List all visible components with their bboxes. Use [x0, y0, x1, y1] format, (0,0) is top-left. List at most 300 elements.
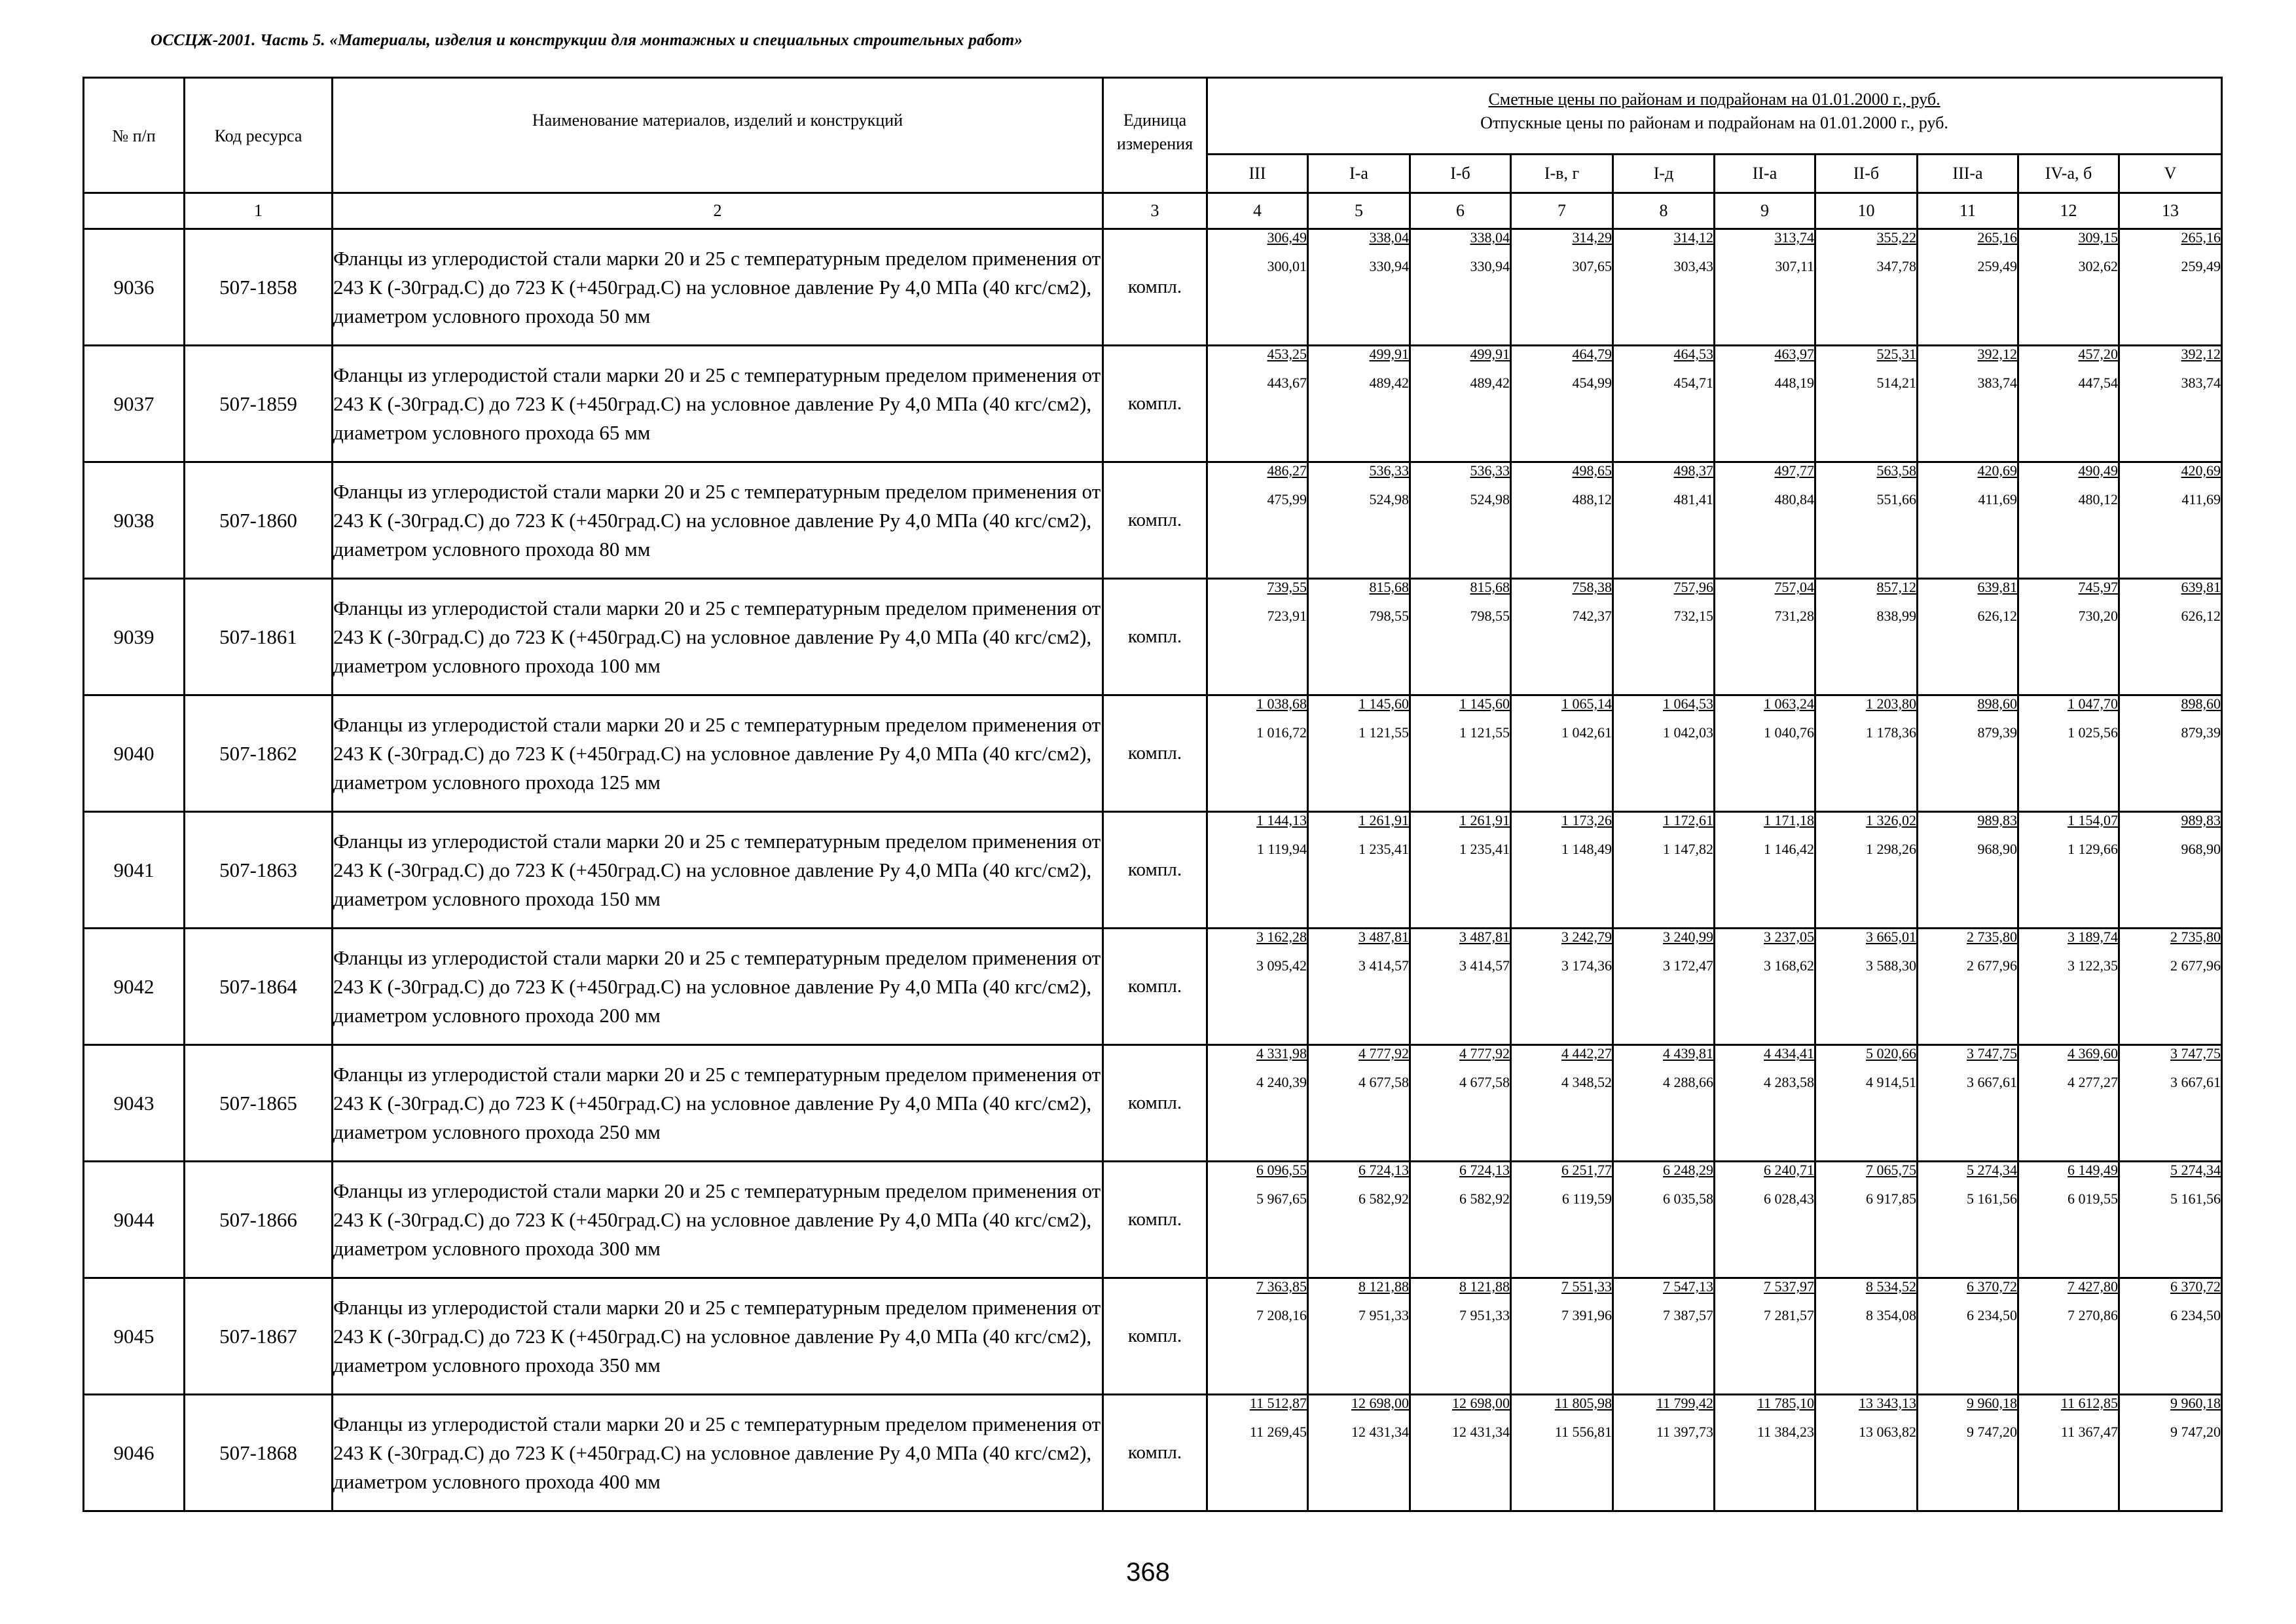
estimate-price: 757,96 [1673, 579, 1713, 595]
release-price: 7 387,57 [1663, 1307, 1713, 1323]
release-price: 6 582,92 [1358, 1190, 1409, 1207]
material-name: Фланцы из углеродистой стали марки 20 и 25 с температурным пределом применения от 243 К (-30град.С) до 723 К (+450град.С) на условное давление Ру 4,0 МПа (40 кгс/см2), диаметром условного прохода 100 мм [333, 579, 1103, 695]
estimate-price: 4 369,60 [2068, 1045, 2118, 1061]
estimate-price: 815,68 [1369, 579, 1409, 595]
estimate-price: 464,53 [1673, 346, 1713, 362]
release-price: 443,67 [1267, 375, 1307, 391]
release-price: 3 588,30 [1866, 957, 1916, 974]
table-row [84, 929, 2222, 1045]
region-header: III [1207, 155, 1308, 193]
release-price: 1 178,36 [1866, 724, 1916, 741]
estimate-price: 306,49 [1267, 229, 1307, 246]
price-cell [1815, 695, 1918, 812]
unit-of-measure: компл. [1103, 695, 1207, 812]
price-cell [1918, 812, 2018, 929]
release-price: 1 121,55 [1358, 724, 1409, 741]
price-cell [1207, 229, 1308, 346]
release-price: 524,98 [1470, 491, 1510, 507]
estimate-price: 486,27 [1267, 462, 1307, 479]
release-price: 11 397,73 [1656, 1424, 1713, 1440]
price-cell [1511, 929, 1613, 1045]
price-cell [1613, 812, 1715, 929]
estimate-price: 6 724,13 [1459, 1162, 1510, 1178]
release-price: 11 384,23 [1757, 1424, 1814, 1440]
table-row [84, 462, 2222, 579]
estimate-price: 739,55 [1267, 579, 1307, 595]
header-row [84, 78, 2222, 155]
release-price: 730,20 [2078, 608, 2118, 624]
release-price: 259,49 [2181, 258, 2221, 274]
estimate-price: 420,69 [1977, 462, 2017, 479]
estimate-price: 757,04 [1774, 579, 1814, 595]
release-price: 489,42 [1470, 375, 1510, 391]
release-price: 3 414,57 [1358, 957, 1409, 974]
column-number: 2 [333, 193, 1103, 229]
estimate-price: 6 251,77 [1561, 1162, 1612, 1178]
release-price: 330,94 [1470, 258, 1510, 274]
release-price: 11 367,47 [2060, 1424, 2118, 1440]
material-name: Фланцы из углеродистой стали марки 20 и 25 с температурным пределом применения от 243 К (-30град.С) до 723 К (+450град.С) на условное давление Ру 4,0 МПа (40 кгс/см2), диаметром условного прохода 400 мм [333, 1395, 1103, 1511]
estimate-price: 7 427,80 [2068, 1278, 2118, 1295]
estimate-price: 12 698,00 [1351, 1395, 1409, 1411]
row-number: 9046 [84, 1395, 185, 1511]
resource-code: 507-1868 [185, 1395, 333, 1511]
material-name: Фланцы из углеродистой стали марки 20 и 25 с температурным пределом применения от 243 К (-30град.С) до 723 К (+450град.С) на условное давление Ру 4,0 МПа (40 кгс/см2), диаметром условного прохода 350 мм [333, 1278, 1103, 1395]
estimate-price: 898,60 [2181, 695, 2221, 712]
table-row [84, 229, 2222, 346]
estimate-price: 6 248,29 [1663, 1162, 1713, 1178]
price-cell [1815, 462, 1918, 579]
price-cell [1918, 1395, 2018, 1511]
release-price: 7 208,16 [1256, 1307, 1307, 1323]
release-price: 1 146,42 [1764, 841, 1814, 857]
release-price: 6 028,43 [1764, 1190, 1814, 1207]
table-row [84, 1162, 2222, 1278]
column-number: 6 [1410, 193, 1511, 229]
price-cell [2119, 929, 2222, 1045]
price-cell [2018, 1278, 2119, 1395]
estimate-price: 3 487,81 [1358, 929, 1409, 945]
resource-code: 507-1860 [185, 462, 333, 579]
release-price: 12 431,34 [1452, 1424, 1510, 1440]
estimate-price: 7 363,85 [1256, 1278, 1307, 1295]
price-cell [1918, 229, 2018, 346]
estimate-price: 6 370,72 [2170, 1278, 2221, 1295]
unit-of-measure: компл. [1103, 579, 1207, 695]
price-cell [1207, 1045, 1308, 1162]
estimate-price: 1 065,14 [1561, 695, 1612, 712]
price-cell [1715, 929, 1815, 1045]
estimate-price: 4 331,98 [1256, 1045, 1307, 1061]
price-cell [2018, 1162, 2119, 1278]
release-price: 4 283,58 [1764, 1074, 1814, 1090]
release-price: 1 121,55 [1459, 724, 1510, 741]
row-number: 9039 [84, 579, 185, 695]
header-prices-release: Отпускные цены по районам и подрайонам на 01.01.2000 г., руб. [1480, 113, 1948, 132]
price-cell [1613, 1395, 1715, 1511]
table-row [84, 1395, 2222, 1511]
region-header: I-д [1613, 155, 1715, 193]
material-name: Фланцы из углеродистой стали марки 20 и 25 с температурным пределом применения от 243 К (-30град.С) до 723 К (+450град.С) на условное давление Ру 4,0 МПа (40 кгс/см2), диаметром условного прохода 200 мм [333, 929, 1103, 1045]
release-price: 514,21 [1876, 375, 1916, 391]
release-price: 447,54 [2078, 375, 2118, 391]
price-cell [1410, 929, 1511, 1045]
price-cell [2119, 1045, 2222, 1162]
release-price: 9 747,20 [2170, 1424, 2221, 1440]
estimate-price: 3 665,01 [1866, 929, 1916, 945]
release-price: 7 281,57 [1764, 1307, 1814, 1323]
release-price: 1 040,76 [1764, 724, 1814, 741]
price-cell [1613, 346, 1715, 462]
column-number: 12 [2018, 193, 2119, 229]
price-cell [1613, 229, 1715, 346]
release-price: 626,12 [2181, 608, 2221, 624]
price-cell [2018, 1045, 2119, 1162]
price-cell [1207, 695, 1308, 812]
release-price: 411,69 [1978, 491, 2017, 507]
row-number: 9040 [84, 695, 185, 812]
price-cell [2018, 929, 2119, 1045]
resource-code: 507-1858 [185, 229, 333, 346]
price-cell [1815, 812, 1918, 929]
column-number: 3 [1103, 193, 1207, 229]
resource-code: 507-1862 [185, 695, 333, 812]
estimate-price: 8 534,52 [1866, 1278, 1916, 1295]
estimate-price: 1 038,68 [1256, 695, 1307, 712]
estimate-price: 1 145,60 [1459, 695, 1510, 712]
resource-code: 507-1859 [185, 346, 333, 462]
unit-of-measure: компл. [1103, 1045, 1207, 1162]
estimate-price: 3 747,75 [1967, 1045, 2017, 1061]
price-cell [1207, 1162, 1308, 1278]
estimate-price: 265,16 [1977, 229, 2017, 246]
release-price: 798,55 [1369, 608, 1409, 624]
price-cell [2119, 229, 2222, 346]
price-cell [1715, 579, 1815, 695]
column-number: 1 [185, 193, 333, 229]
price-cell [1410, 346, 1511, 462]
release-price: 3 667,61 [2170, 1074, 2221, 1090]
release-price: 968,90 [2181, 841, 2221, 857]
row-number: 9045 [84, 1278, 185, 1395]
estimate-price: 498,37 [1673, 462, 1713, 479]
release-price: 742,37 [1572, 608, 1612, 624]
estimate-price: 563,58 [1876, 462, 1916, 479]
estimate-price: 1 261,91 [1459, 812, 1510, 828]
price-cell [1613, 929, 1715, 1045]
estimate-price: 4 777,92 [1358, 1045, 1409, 1061]
unit-of-measure: компл. [1103, 812, 1207, 929]
estimate-price: 9 960,18 [2170, 1395, 2221, 1411]
price-cell [1308, 579, 1410, 695]
release-price: 383,74 [1977, 375, 2017, 391]
unit-of-measure: компл. [1103, 229, 1207, 346]
price-cell [1918, 1278, 2018, 1395]
release-price: 9 747,20 [1967, 1424, 2017, 1440]
region-header: I-в, г [1511, 155, 1613, 193]
estimate-price: 5 274,34 [1967, 1162, 2017, 1178]
resource-code: 507-1866 [185, 1162, 333, 1278]
release-price: 551,66 [1876, 491, 1916, 507]
price-cell [2119, 579, 2222, 695]
running-head: ОССЦЖ-2001. Часть 5. «Материалы, изделия и конструкции для монтажных и специальных строительных работ» [151, 31, 1023, 49]
estimate-price: 11 785,10 [1757, 1395, 1814, 1411]
estimate-price: 758,38 [1572, 579, 1612, 595]
release-price: 13 063,82 [1859, 1424, 1916, 1440]
price-cell [2018, 462, 2119, 579]
estimate-price: 13 343,13 [1859, 1395, 1916, 1411]
release-price: 6 917,85 [1866, 1190, 1916, 1207]
estimate-price: 1 172,61 [1663, 812, 1713, 828]
row-number: 9041 [84, 812, 185, 929]
resource-code: 507-1864 [185, 929, 333, 1045]
release-price: 7 391,96 [1561, 1307, 1612, 1323]
release-price: 3 168,62 [1764, 957, 1814, 974]
release-price: 1 147,82 [1663, 841, 1713, 857]
unit-of-measure: компл. [1103, 1162, 1207, 1278]
estimate-price: 989,83 [2181, 812, 2221, 828]
price-cell [1511, 1045, 1613, 1162]
estimate-price: 499,91 [1369, 346, 1409, 362]
release-price: 5 161,56 [1967, 1190, 2017, 1207]
estimate-price: 4 442,27 [1561, 1045, 1612, 1061]
release-price: 411,69 [2181, 491, 2221, 507]
release-price: 6 234,50 [1967, 1307, 2017, 1323]
price-cell [2018, 695, 2119, 812]
price-cell [2119, 1395, 2222, 1511]
price-cell [2119, 1278, 2222, 1395]
price-cell [1308, 462, 1410, 579]
release-price: 731,28 [1774, 608, 1814, 624]
price-cell [1715, 695, 1815, 812]
release-price: 4 277,27 [2068, 1074, 2118, 1090]
estimate-price: 7 065,75 [1866, 1162, 1916, 1178]
release-price: 1 235,41 [1358, 841, 1409, 857]
price-cell [1207, 579, 1308, 695]
price-cell [1613, 579, 1715, 695]
release-price: 1 042,61 [1561, 724, 1612, 741]
price-cell [1308, 1278, 1410, 1395]
estimate-price: 3 242,79 [1561, 929, 1612, 945]
price-cell [1511, 579, 1613, 695]
price-cell [1918, 346, 2018, 462]
estimate-price: 2 735,80 [2170, 929, 2221, 945]
estimate-price: 989,83 [1977, 812, 2017, 828]
estimate-price: 1 145,60 [1358, 695, 1409, 712]
price-cell [1207, 462, 1308, 579]
release-price: 475,99 [1267, 491, 1307, 507]
estimate-price: 8 121,88 [1459, 1278, 1510, 1295]
estimate-price: 2 735,80 [1967, 929, 2017, 945]
price-cell [2018, 346, 2119, 462]
price-cell [1511, 812, 1613, 929]
release-price: 303,43 [1673, 258, 1713, 274]
estimate-price: 536,33 [1369, 462, 1409, 479]
price-cell [1715, 462, 1815, 579]
estimate-price: 815,68 [1470, 579, 1510, 595]
price-cell [1511, 1162, 1613, 1278]
price-cell [1308, 695, 1410, 812]
release-price: 489,42 [1369, 375, 1409, 391]
price-cell [1715, 1045, 1815, 1162]
price-cell [1410, 695, 1511, 812]
table-row [84, 579, 2222, 695]
release-price: 480,84 [1774, 491, 1814, 507]
estimate-price: 745,97 [2078, 579, 2118, 595]
price-cell [1715, 346, 1815, 462]
estimate-price: 1 326,02 [1866, 812, 1916, 828]
estimate-price: 313,74 [1774, 229, 1814, 246]
header-prices-estimate: Сметные цены по районам и подрайонам на 01.01.2000 г., руб. [1488, 90, 1941, 109]
material-name: Фланцы из углеродистой стали марки 20 и 25 с температурным пределом применения от 243 К (-30град.С) до 723 К (+450град.С) на условное давление Ру 4,0 МПа (40 кгс/см2), диаметром условного прохода 50 мм [333, 229, 1103, 346]
header-name: Наименование материалов, изделий и конструкций [333, 78, 1103, 193]
resource-code: 507-1863 [185, 812, 333, 929]
release-price: 448,19 [1774, 375, 1814, 391]
region-header: II-б [1815, 155, 1918, 193]
estimate-price: 11 612,85 [2060, 1395, 2118, 1411]
release-price: 480,12 [2078, 491, 2118, 507]
price-cell [1308, 346, 1410, 462]
estimate-price: 309,15 [2078, 229, 2118, 246]
unit-of-measure: компл. [1103, 462, 1207, 579]
release-price: 6 035,58 [1663, 1190, 1713, 1207]
release-price: 1 129,66 [2068, 841, 2118, 857]
price-cell [1308, 229, 1410, 346]
release-price: 11 269,45 [1249, 1424, 1307, 1440]
estimate-price: 497,77 [1774, 462, 1814, 479]
release-price: 1 042,03 [1663, 724, 1713, 741]
price-cell [1613, 695, 1715, 812]
estimate-price: 464,79 [1572, 346, 1612, 362]
estimate-price: 1 173,26 [1561, 812, 1612, 828]
release-price: 3 095,42 [1256, 957, 1307, 974]
estimate-price: 11 805,98 [1554, 1395, 1612, 1411]
header-code: Код ресурса [185, 78, 333, 193]
estimate-price: 355,22 [1876, 229, 1916, 246]
page-number: 368 [1126, 1558, 1170, 1587]
release-price: 3 174,36 [1561, 957, 1612, 974]
region-header: II-а [1715, 155, 1815, 193]
price-cell [1918, 929, 2018, 1045]
unit-of-measure: компл. [1103, 1278, 1207, 1395]
release-price: 732,15 [1673, 608, 1713, 624]
column-number: 10 [1815, 193, 1918, 229]
estimate-price: 3 189,74 [2068, 929, 2118, 945]
estimate-price: 7 551,33 [1561, 1278, 1612, 1295]
release-price: 8 354,08 [1866, 1307, 1916, 1323]
estimate-price: 12 698,00 [1452, 1395, 1510, 1411]
estimate-price: 420,69 [2181, 462, 2221, 479]
price-cell [1918, 1162, 2018, 1278]
price-cell [1308, 1395, 1410, 1511]
header-unit: Единица измерения [1103, 78, 1207, 193]
material-name: Фланцы из углеродистой стали марки 20 и 25 с температурным пределом применения от 243 К (-30град.С) до 723 К (+450град.С) на условное давление Ру 4,0 МПа (40 кгс/см2), диаметром условного прохода 65 мм [333, 346, 1103, 462]
release-price: 307,65 [1572, 258, 1612, 274]
release-price: 302,62 [2078, 258, 2118, 274]
table-row [84, 1278, 2222, 1395]
price-cell [2018, 1395, 2119, 1511]
release-price: 879,39 [1977, 724, 2017, 741]
estimate-price: 392,12 [1977, 346, 2017, 362]
column-number-blank [84, 193, 185, 229]
estimate-price: 1 261,91 [1358, 812, 1409, 828]
price-cell [1207, 1395, 1308, 1511]
price-cell [1308, 1045, 1410, 1162]
release-price: 12 431,34 [1351, 1424, 1409, 1440]
price-cell [1410, 1045, 1511, 1162]
table-row [84, 812, 2222, 929]
region-header: III-а [1918, 155, 2018, 193]
release-price: 307,11 [1775, 258, 1814, 274]
estimate-price: 1 144,13 [1256, 812, 1307, 828]
column-number: 8 [1613, 193, 1715, 229]
price-cell [1715, 1395, 1815, 1511]
estimate-price: 265,16 [2181, 229, 2221, 246]
price-cell [1815, 1278, 1918, 1395]
table-row [84, 1045, 2222, 1162]
region-header: V [2119, 155, 2222, 193]
release-price: 4 240,39 [1256, 1074, 1307, 1090]
release-price: 383,74 [2181, 375, 2221, 391]
estimate-price: 6 240,71 [1764, 1162, 1814, 1178]
price-cell [1511, 462, 1613, 579]
estimate-price: 338,04 [1470, 229, 1510, 246]
release-price: 968,90 [1977, 841, 2017, 857]
region-header: I-а [1308, 155, 1410, 193]
price-cell [1207, 812, 1308, 929]
estimate-price: 8 121,88 [1358, 1278, 1409, 1295]
release-price: 3 414,57 [1459, 957, 1510, 974]
release-price: 1 148,49 [1561, 841, 1612, 857]
price-cell [2119, 462, 2222, 579]
estimate-price: 6 096,55 [1256, 1162, 1307, 1178]
row-number: 9036 [84, 229, 185, 346]
release-price: 7 951,33 [1459, 1307, 1510, 1323]
header-prices [1207, 78, 2222, 155]
estimate-price: 4 777,92 [1459, 1045, 1510, 1061]
price-cell [1918, 462, 2018, 579]
row-number: 9037 [84, 346, 185, 462]
material-name: Фланцы из углеродистой стали марки 20 и 25 с температурным пределом применения от 243 К (-30град.С) до 723 К (+450град.С) на условное давление Ру 4,0 МПа (40 кгс/см2), диаметром условного прохода 150 мм [333, 812, 1103, 929]
release-price: 454,99 [1572, 375, 1612, 391]
price-cell [1715, 1162, 1815, 1278]
price-cell [1207, 1278, 1308, 1395]
estimate-price: 4 434,41 [1764, 1045, 1814, 1061]
price-cell [1511, 1395, 1613, 1511]
price-cell [1918, 695, 2018, 812]
material-name: Фланцы из углеродистой стали марки 20 и 25 с температурным пределом применения от 243 К (-30град.С) до 723 К (+450град.С) на условное давление Ру 4,0 МПа (40 кгс/см2), диаметром условного прохода 300 мм [333, 1162, 1103, 1278]
table-row [84, 695, 2222, 812]
release-price: 300,01 [1267, 258, 1307, 274]
region-header: IV-а, б [2018, 155, 2119, 193]
price-cell [1207, 346, 1308, 462]
release-price: 1 235,41 [1459, 841, 1510, 857]
price-cell [1815, 1045, 1918, 1162]
estimate-price: 314,29 [1572, 229, 1612, 246]
estimate-price: 1 047,70 [2068, 695, 2118, 712]
estimate-price: 463,97 [1774, 346, 1814, 362]
price-cell [1815, 1395, 1918, 1511]
estimate-price: 314,12 [1673, 229, 1713, 246]
price-cell [1511, 229, 1613, 346]
price-cell [1613, 1045, 1715, 1162]
resource-code: 507-1865 [185, 1045, 333, 1162]
price-cell [2018, 229, 2119, 346]
estimate-price: 639,81 [1977, 579, 2017, 595]
release-price: 347,78 [1876, 258, 1916, 274]
estimate-price: 857,12 [1876, 579, 1916, 595]
estimate-price: 898,60 [1977, 695, 2017, 712]
